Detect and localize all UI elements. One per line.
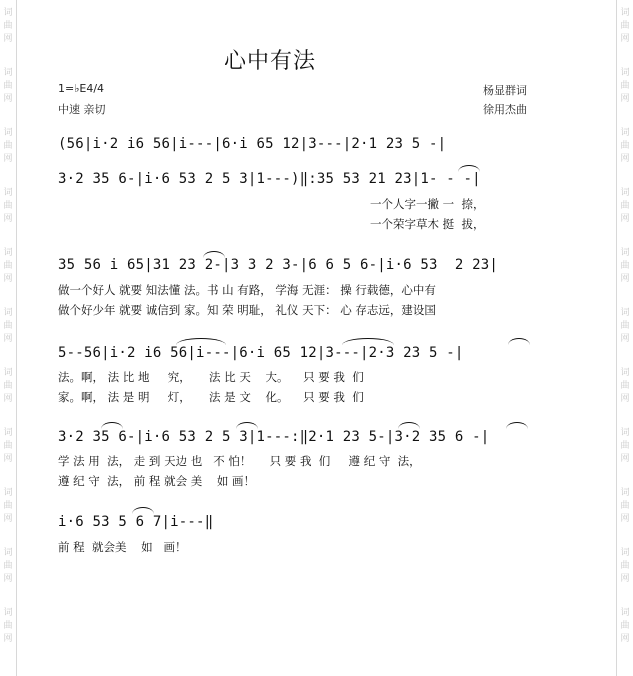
watermark-glyph: 曲 — [3, 501, 13, 511]
watermark-glyph: 曲 — [3, 561, 13, 571]
watermark-glyph: 网 — [3, 94, 13, 104]
watermark-glyph: 曲 — [620, 381, 630, 391]
score-line-1: (56|i·2 i6 56|i---|6·i 65 12|3---|2·1 23 5 -| — [58, 136, 447, 152]
watermark-glyph: 词 — [3, 128, 13, 138]
watermark-glyph: 网 — [620, 334, 630, 344]
watermark-glyph: 词 — [3, 248, 13, 258]
watermark-glyph: 曲 — [3, 621, 13, 631]
lyric-4-verse-1: 法。啊， 法 比 地 究， 法 比 天 大。 只 要 我 们 — [58, 370, 364, 384]
lyric-5-verse-1: 学 法 用 法， 走 到 天边 也 不 怕！ 只 要 我 们 遵 纪 守 法， — [58, 454, 421, 468]
watermark-glyph: 曲 — [620, 141, 630, 151]
slur-mark — [398, 422, 420, 429]
composer-credit: 徐用杰曲 — [483, 103, 527, 116]
watermark-glyph: 词 — [620, 308, 630, 318]
watermark-glyph: 词 — [3, 428, 13, 438]
slur-mark — [236, 422, 258, 429]
score-line-2: 3·2 35 6-|i·6 53 2 5 3|1---)‖:35 53 21 23|1- - -| — [58, 171, 481, 187]
watermark-glyph: 网 — [620, 514, 630, 524]
key-signature: 1=♭E4/4 — [58, 82, 105, 95]
watermark-glyph: 曲 — [620, 21, 630, 31]
watermark-glyph: 曲 — [620, 441, 630, 451]
watermark-glyph: 词 — [3, 368, 13, 378]
watermark-glyph: 词 — [620, 188, 630, 198]
watermark-glyph: 词 — [620, 8, 630, 18]
lyric-5-verse-2: 遵 纪 守 法， 前 程 就会 美 如 画！ — [58, 474, 256, 488]
watermark-glyph: 词 — [3, 188, 13, 198]
watermark-glyph: 网 — [3, 334, 13, 344]
slur-mark — [176, 338, 226, 345]
watermark-glyph: 网 — [3, 154, 13, 164]
watermark-glyph: 曲 — [620, 81, 630, 91]
watermark-glyph: 词 — [620, 428, 630, 438]
watermark-glyph: 网 — [620, 634, 630, 644]
watermark-glyph: 网 — [3, 34, 13, 44]
watermark-glyph: 曲 — [3, 81, 13, 91]
watermark-glyph: 词 — [3, 488, 13, 498]
slur-mark — [508, 338, 530, 345]
score-line-4: 5--56|i·2 i6 56|i---|6·i 65 12|3---|2·3 23 5 -| — [58, 345, 464, 361]
lyric-2-verse-2: 一个荣字草木 挺 拔， — [370, 217, 485, 231]
watermark-glyph: 曲 — [3, 321, 13, 331]
watermark-glyph: 曲 — [3, 441, 13, 451]
watermark-glyph: 曲 — [620, 261, 630, 271]
watermark-glyph: 网 — [3, 274, 13, 284]
slur-mark — [101, 422, 123, 429]
watermark-glyph: 词 — [3, 608, 13, 618]
watermark-glyph: 词 — [620, 488, 630, 498]
lyricist-credit: 杨显群词 — [483, 84, 527, 97]
watermark-glyph: 网 — [620, 154, 630, 164]
watermark-glyph: 网 — [3, 634, 13, 644]
watermark-glyph: 词 — [3, 548, 13, 558]
watermark-glyph: 网 — [3, 454, 13, 464]
watermark-glyph: 曲 — [3, 261, 13, 271]
lyric-6-verse-1: 前 程 就会美 如 画！ — [58, 540, 187, 554]
watermark-glyph: 网 — [620, 214, 630, 224]
slur-mark — [342, 338, 394, 345]
watermark-column-right — [616, 0, 633, 676]
watermark-glyph: 词 — [620, 68, 630, 78]
watermark-glyph: 网 — [620, 394, 630, 404]
watermark-glyph: 词 — [3, 308, 13, 318]
slur-mark — [132, 507, 154, 514]
watermark-glyph: 词 — [620, 128, 630, 138]
score-line-3: 35 56 i 65|31 23 2-|3 3 2 3-|6 6 5 6-|i·6 53 2 23| — [58, 257, 499, 273]
watermark-glyph: 曲 — [620, 621, 630, 631]
slur-mark — [203, 251, 225, 258]
slur-mark — [458, 165, 480, 172]
watermark-glyph: 网 — [3, 514, 13, 524]
watermark-glyph: 词 — [3, 8, 13, 18]
watermark-glyph: 曲 — [3, 201, 13, 211]
score-line-5: 3·2 35 6-|i·6 53 2 5 3|1---:‖2·1 23 5-|3·2 35 6 -| — [58, 429, 490, 445]
song-title: 心中有法 — [224, 49, 317, 74]
watermark-glyph: 曲 — [3, 141, 13, 151]
watermark-glyph: 词 — [3, 68, 13, 78]
watermark-glyph: 网 — [620, 34, 630, 44]
slur-mark — [506, 422, 528, 429]
lyric-4-verse-2: 家。啊， 法 是 明 灯， 法 是 文 化。 只 要 我 们 — [58, 390, 364, 404]
watermark-column-left — [0, 0, 17, 676]
watermark-glyph: 曲 — [620, 561, 630, 571]
watermark-glyph: 词 — [620, 248, 630, 258]
watermark-glyph: 曲 — [3, 381, 13, 391]
lyric-3-verse-2: 做个好少年 就要 诚信到 家。知 荣 明耻， 礼仪 天下： 心 存志远，建设国 — [58, 303, 436, 317]
watermark-glyph: 曲 — [620, 321, 630, 331]
tempo-marking: 中速 亲切 — [58, 103, 106, 116]
watermark-glyph: 曲 — [3, 21, 13, 31]
watermark-glyph: 网 — [620, 454, 630, 464]
watermark-glyph: 网 — [3, 214, 13, 224]
watermark-glyph: 网 — [620, 94, 630, 104]
watermark-glyph: 曲 — [620, 201, 630, 211]
watermark-glyph: 词 — [620, 608, 630, 618]
score-line-6: i·6 53 5 6 7|i---‖ — [58, 514, 214, 530]
watermark-glyph: 曲 — [620, 501, 630, 511]
watermark-glyph: 网 — [3, 574, 13, 584]
lyric-2-verse-1: 一个人字一撇 一 捺， — [370, 197, 485, 211]
watermark-glyph: 网 — [3, 394, 13, 404]
watermark-glyph: 词 — [620, 548, 630, 558]
watermark-glyph: 网 — [620, 274, 630, 284]
watermark-glyph: 词 — [620, 368, 630, 378]
watermark-glyph: 网 — [620, 574, 630, 584]
lyric-3-verse-1: 做一个好人 就要 知法懂 法。书 山 有路， 学海 无涯： 操 行载德，心中有 — [58, 283, 436, 297]
